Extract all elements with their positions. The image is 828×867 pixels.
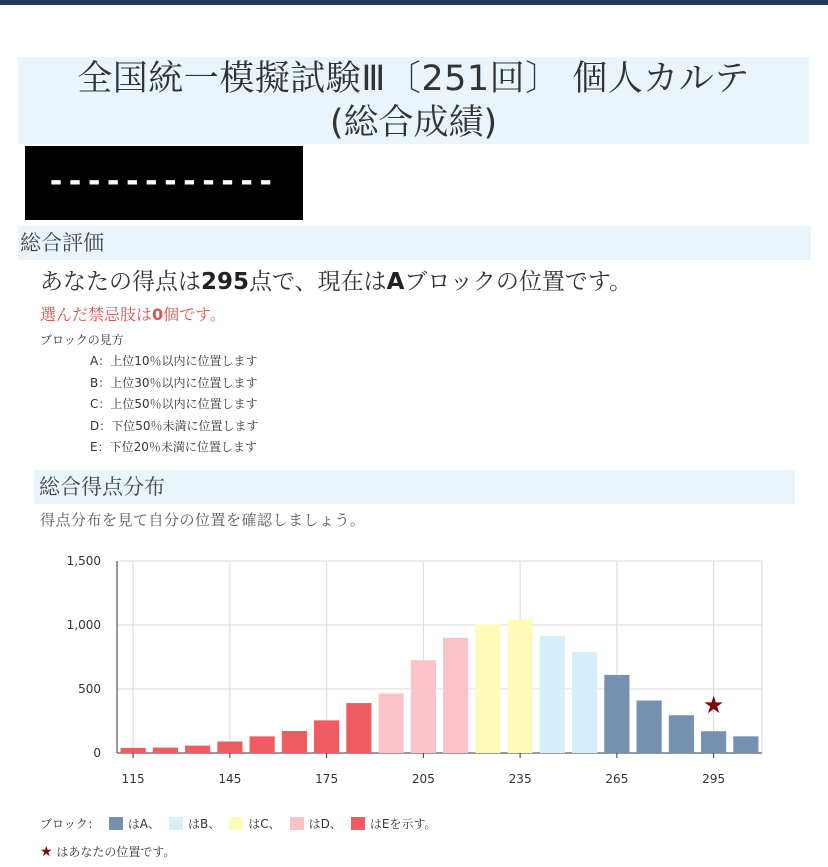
bar <box>185 746 210 753</box>
score-prefix: あなたの得点は <box>40 269 201 295</box>
y-tick-label: 1,500 <box>66 554 101 568</box>
score-sentence <box>40 266 632 298</box>
block-value: A <box>386 269 405 295</box>
legend-label-b: はB、 <box>187 817 221 831</box>
x-tick-label: 205 <box>411 772 435 786</box>
score-suffix: ブロックの位置です。 <box>404 269 633 295</box>
star-note-text: はあなたの位置です。 <box>56 845 176 859</box>
legend-swatch-b <box>169 817 183 830</box>
bar <box>540 636 565 753</box>
bar <box>282 731 307 753</box>
legend-label-c: はC、 <box>248 817 281 831</box>
score-value: 295 <box>201 269 250 295</box>
top-bar <box>0 0 828 5</box>
overall-heading: 総合評価 <box>18 226 811 260</box>
bar <box>121 748 146 753</box>
bar <box>379 693 404 753</box>
bar <box>508 619 533 753</box>
legend-swatch-a <box>109 817 123 830</box>
redacted-name: ------------ <box>47 164 276 199</box>
title-line1: 全国統一模擬試験Ⅲ〔251回〕 個人カルテ <box>77 59 750 99</box>
bar <box>411 660 436 753</box>
block-guide-item: A：上位10％以内に位置します <box>90 354 258 368</box>
bar <box>153 748 178 753</box>
block-legend-prefix: ブロック： <box>40 817 100 831</box>
x-tick-label: 235 <box>508 772 532 786</box>
block-color-legend <box>40 815 436 832</box>
legend-label-e: はEを示す。 <box>369 817 437 831</box>
bar <box>346 703 371 753</box>
block-guide-item: D：下位50％未満に位置します <box>90 418 259 433</box>
forbidden-prefix: 選んだ禁忌肢は <box>40 305 153 324</box>
block-guide-list <box>90 351 259 459</box>
forbidden-suffix: 個です。 <box>163 305 226 324</box>
legend-label-d: はD、 <box>308 817 342 831</box>
star-note <box>40 843 175 860</box>
bar <box>572 652 597 753</box>
your-position-star-icon: ★ <box>702 691 725 720</box>
block-guide-item: C：上位50％以内に位置します <box>90 397 258 411</box>
score-mid: 点で、現在は <box>249 269 387 295</box>
forbidden-sentence <box>40 304 226 326</box>
legend-swatch-c <box>229 817 243 830</box>
bar <box>250 736 275 753</box>
bar <box>217 741 242 753</box>
forbidden-count: 0 <box>152 305 164 324</box>
redacted-name-box <box>25 146 303 220</box>
legend-swatch-d <box>290 817 304 830</box>
bar <box>314 720 339 753</box>
bar <box>733 736 758 753</box>
score-distribution-chart <box>0 540 828 810</box>
y-tick-label: 1,000 <box>66 618 101 632</box>
bar <box>669 715 694 753</box>
bar <box>701 731 726 753</box>
legend-swatch-e <box>351 817 365 830</box>
block-guide-item: E：下位20％未満に位置します <box>90 440 257 454</box>
title-line2: (総合成績) <box>329 103 498 143</box>
block-guide-item: B：上位30％以内に位置します <box>90 375 258 390</box>
x-tick-label: 295 <box>702 772 726 786</box>
x-tick-label: 115 <box>121 772 145 786</box>
legend-label-a: はA、 <box>127 817 160 831</box>
bar <box>443 638 468 753</box>
x-tick-label: 175 <box>315 772 339 786</box>
y-tick-label: 500 <box>78 682 101 696</box>
x-tick-label: 145 <box>218 772 242 786</box>
bar <box>604 675 629 753</box>
y-tick-label: 0 <box>93 746 101 760</box>
bar <box>475 624 500 753</box>
x-tick-label: 265 <box>605 772 629 786</box>
bar <box>637 701 662 753</box>
page-title <box>18 57 809 144</box>
distribution-heading: 総合得点分布 <box>34 470 795 504</box>
star-icon: ★ <box>40 844 53 860</box>
block-guide-title: ブロックの見方 <box>40 333 124 347</box>
distribution-subtitle: 得点分布を見て自分の位置を確認しましょう。 <box>40 511 366 529</box>
